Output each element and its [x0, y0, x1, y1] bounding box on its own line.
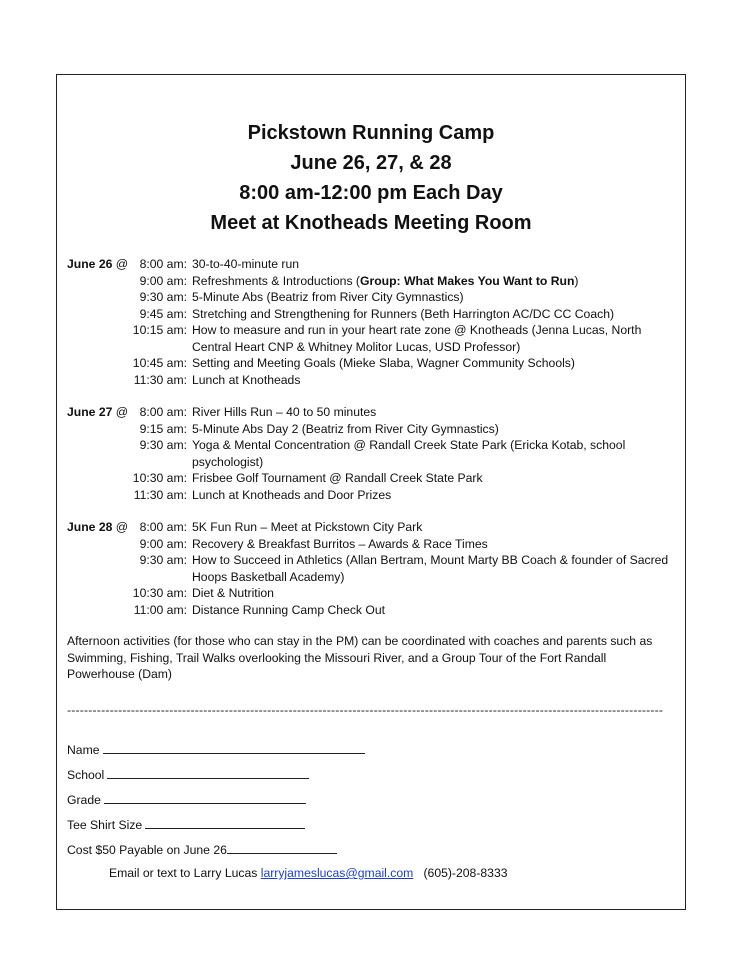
entry-activity: Stretching and Strengthening for Runners (Beth Harrington AC/DC CC Coach) [192, 306, 615, 321]
tshirt-size-field[interactable] [67, 816, 305, 833]
schedule-entry [67, 273, 682, 290]
entry-activity: Lunch at Knotheads [192, 372, 301, 387]
camp-title: Pickstown Running Camp [247, 122, 495, 144]
schedule-entry [67, 470, 682, 487]
name-field[interactable] [67, 741, 365, 758]
entry-time: 10:30 am: [132, 471, 187, 485]
entry-time: 11:30 am: [133, 487, 187, 502]
schedule-entry [67, 437, 682, 454]
entry-time: 8:00 am: [139, 520, 187, 534]
schedule-entry [67, 585, 682, 602]
camp-dates: June 26, 27, & 28 [290, 152, 452, 174]
entry-activity: Frisbee Golf Tournament @ Randall Creek State Park [192, 471, 483, 485]
schedule-entry-continued [67, 339, 682, 356]
entry-time: 11:00 am: [133, 602, 187, 617]
entry-activity: 30-to-40-minute run [192, 257, 300, 271]
day-label [67, 404, 128, 421]
activity-text: ) [574, 273, 579, 288]
entry-activity: Distance Running Camp Check Out [192, 602, 386, 617]
entry-time: 9:30 am: [139, 290, 187, 304]
entry-activity: How to measure and run in your heart rate zone @ Knotheads (Jenna Lucas, North [192, 323, 642, 337]
schedule-entry [67, 306, 682, 323]
day-date: June 26 [67, 257, 113, 271]
afternoon-note: Afternoon activities (for those who can stay in the PM) can be coordinated with coaches and parents such as Swimming, Fishing, Trail Walks overlooking the Missouri River, and a Group Tour of the Fort Randall Powerhouse (Dam) [67, 634, 653, 681]
schedule-entry [67, 519, 682, 536]
tshirt-size-blank[interactable] [145, 816, 305, 829]
schedule-day-3 [67, 519, 682, 618]
entry-time: 9:00 am: [139, 273, 187, 288]
entry-activity: How to Succeed in Athletics (Allan Bertram, Mount Marty BB Coach & founder of Sacred [192, 553, 669, 567]
tshirt-size-label: Tee Shirt Size [67, 818, 143, 832]
entry-time: 9:30 am: [139, 553, 187, 567]
entry-time: 8:00 am: [139, 405, 187, 419]
grade-blank[interactable] [104, 791, 306, 804]
entry-activity: Setting and Meeting Goals (Mieke Slaba, Wagner Community Schools) [192, 356, 575, 370]
cost-label: Cost $50 Payable on June 26 [67, 843, 227, 857]
schedule-entry [67, 289, 682, 306]
day-date: June 28 [67, 520, 113, 534]
entry-time: 9:45 am: [139, 306, 187, 321]
schedule-entry-continued [67, 454, 682, 471]
contact-space [413, 866, 423, 880]
camp-hours: 8:00 am-12:00 pm Each Day [239, 182, 503, 204]
grade-field[interactable] [67, 791, 306, 808]
entry-activity: Yoga & Mental Concentration @ Randall Creek State Park (Ericka Kotab, school [192, 438, 626, 452]
cost-blank[interactable] [227, 841, 337, 854]
entry-time: 10:45 am: [132, 356, 187, 370]
entry-activity-continued: Central Heart CNP & Whitney Molitor Lucas, USD Professor) [192, 339, 521, 354]
schedule-entry [67, 404, 682, 421]
entry-time: 9:30 am: [139, 438, 187, 452]
schedule-entry [67, 322, 682, 339]
schedule-day-1 [67, 256, 682, 388]
cut-line-divider: -------------------------------------------------------------------------------------------------------------------------------------------- [67, 703, 664, 717]
schedule-entry [67, 372, 682, 389]
day-label [67, 256, 128, 273]
entry-activity: Lunch at Knotheads and Door Prizes [192, 487, 392, 502]
day-separator: @ [112, 520, 129, 534]
entry-activity: 5-Minute Abs Day 2 (Beatriz from River City Gymnastics) [192, 421, 499, 436]
activity-bold-text: Group: What Makes You Want to Run [360, 273, 575, 288]
cost-field[interactable] [67, 841, 337, 858]
name-blank[interactable] [103, 741, 365, 754]
schedule-entry-continued [67, 569, 682, 586]
school-blank[interactable] [107, 766, 309, 779]
entry-activity-continued: Hoops Basketball Academy) [192, 569, 345, 584]
camp-location: Meet at Knotheads Meeting Room [210, 212, 532, 234]
school-field[interactable] [67, 766, 309, 783]
day-separator: @ [112, 405, 129, 419]
entry-activity: 5-Minute Abs (Beatriz from River City Gymnastics) [192, 290, 464, 304]
entry-time: 9:00 am: [139, 536, 187, 551]
contact-prefix: Email or text to Larry Lucas [109, 866, 261, 880]
entry-activity: 5K Fun Run – Meet at Pickstown City Park [192, 520, 423, 534]
entry-time: 10:15 am: [132, 323, 187, 337]
schedule-entry [67, 536, 682, 553]
entry-time: 10:30 am: [132, 586, 187, 600]
day-separator: @ [112, 257, 129, 271]
entry-time: 11:30 am: [133, 372, 187, 387]
activity-text: Refreshments & Introductions ( [192, 273, 360, 288]
phone-number: (605)-208-8333 [423, 866, 508, 880]
flyer-page [56, 74, 686, 910]
day-label [67, 519, 128, 536]
school-label: School [67, 768, 105, 782]
day-date: June 27 [67, 405, 113, 419]
schedule-entry [67, 256, 682, 273]
entry-activity [192, 273, 578, 290]
schedule-entry [67, 355, 682, 372]
entry-activity: River Hills Run – 40 to 50 minutes [192, 405, 377, 419]
schedule-entry [67, 602, 682, 619]
contact-line [109, 866, 508, 880]
email-link[interactable]: larryjameslucas@gmail.com [260, 866, 414, 880]
schedule-entry [67, 552, 682, 569]
name-label: Name [67, 743, 100, 757]
schedule-day-2 [67, 404, 682, 503]
entry-activity-continued: psychologist) [192, 454, 264, 469]
grade-label: Grade [67, 793, 101, 807]
entry-activity: Recovery & Breakfast Burritos – Awards & Race Times [192, 536, 488, 551]
schedule-entry [67, 487, 682, 504]
entry-time: 8:00 am: [139, 257, 187, 271]
schedule-entry [67, 421, 682, 438]
entry-time: 9:15 am: [139, 421, 187, 436]
entry-activity: Diet & Nutrition [192, 586, 274, 600]
